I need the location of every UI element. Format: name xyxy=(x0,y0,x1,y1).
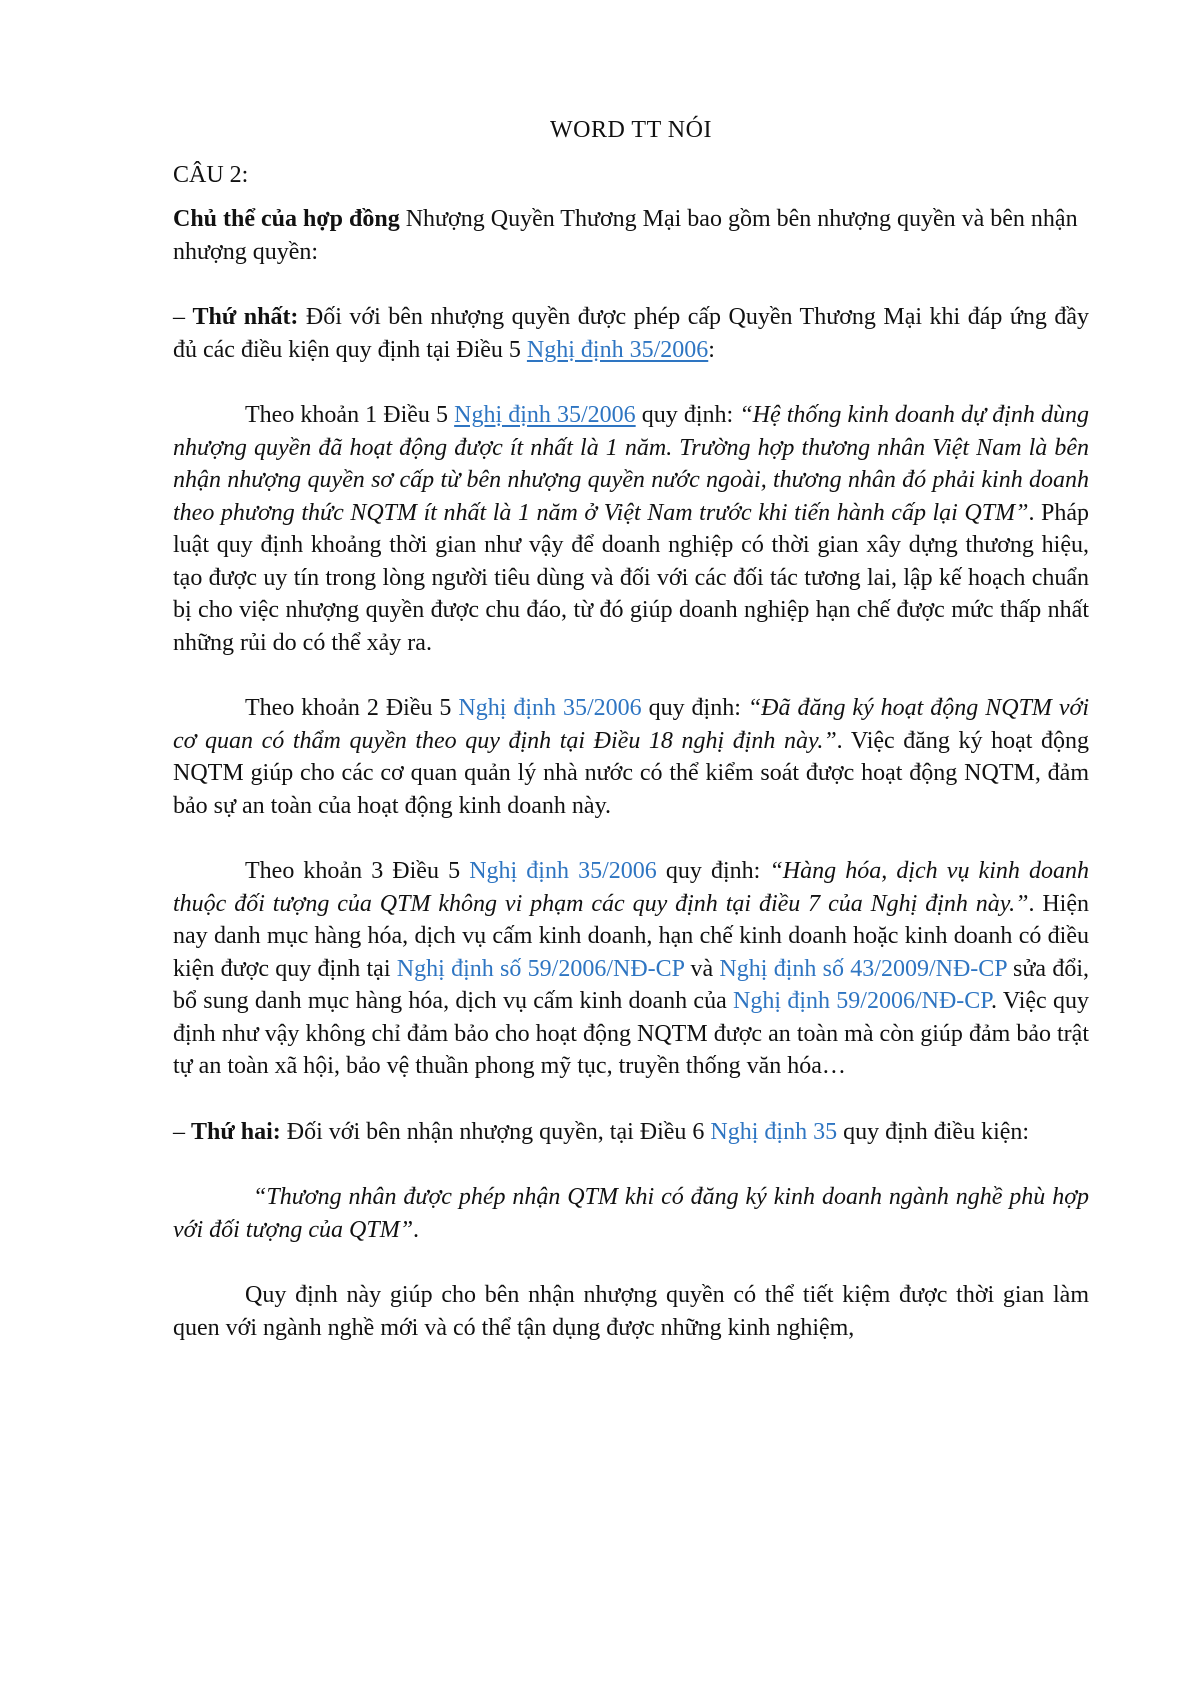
intro-bold-term: Chủ thể của hợp đồng xyxy=(173,206,400,232)
first-dash: – xyxy=(173,304,193,330)
decree-43-link[interactable]: Nghị định số 43/2009/NĐ-CP xyxy=(719,955,1007,982)
question-heading: CÂU 2: xyxy=(173,161,249,188)
document-title: WORD TT NÓI xyxy=(550,117,712,143)
clause-3-mid: quy định: xyxy=(656,858,770,884)
clause-2-mid: quy định: xyxy=(641,695,748,721)
decree-35-short-link[interactable]: Nghị định 35 xyxy=(710,1118,838,1145)
clause-3-post-2: sửa đổi, bổ sung danh mục hàng hóa, dịch vụ cấm kinh doanh của xyxy=(173,955,1090,1014)
second-end: quy định điều kiện: xyxy=(837,1118,1030,1145)
first-condition-paragraph xyxy=(173,301,1089,366)
clause-3-quote: “Hàng hóa, dịch vụ kinh doanh thuộc đối tượng của QTM không vi phạm các quy định tại điều 7 của Nghị định này.” xyxy=(173,858,1089,917)
clause-2-quote: “Đã đăng ký hoạt động NQTM với cơ quan có thẩm quyền theo quy định tại Điều 18 nghị định này.” xyxy=(173,695,1089,754)
clause-2-post: . Việc đăng ký hoạt động NQTM giúp cho các cơ quan quản lý nhà nước có thể kiểm soát được hoạt động NQTM, đảm bảo sự an toàn của hoạt động kinh doanh này. xyxy=(173,727,1089,819)
document-body xyxy=(173,114,1089,1377)
clause-1-post: . Pháp luật quy định khoảng thời gian như vậy để doanh nghiệp có thời gian xây dựng thương hiệu, tạo được uy tín trong lòng người tiêu dùng và đối với các đối tác tương lai, lập kế hoạch chuẩn bị cho việc nhượng quyền được chu đáo, từ đó giúp doanh nghiệp hạn chế được mức thấp nhất những rủi do có thể xảy ra. xyxy=(173,499,1090,656)
clause-3-paragraph xyxy=(173,855,1089,1083)
first-label: Thứ nhất: xyxy=(192,304,299,330)
clause-2-paragraph xyxy=(173,692,1089,822)
decree-35-link[interactable]: Nghị định 35/2006 xyxy=(526,336,709,363)
first-end: : xyxy=(708,336,715,363)
licensee-quote-end: . xyxy=(413,1216,420,1243)
clause-3-decree-link[interactable]: Nghị định 35/2006 xyxy=(469,858,657,884)
clause-3-pre: Theo khoản 3 Điều 5 xyxy=(245,858,470,884)
decree-59-amend-link[interactable]: Nghị định 59/2006/NĐ-CP xyxy=(733,988,991,1014)
clause-1-quote: “Hệ thống kinh doanh dự định dùng nhượng quyền đã hoạt động được ít nhất là 1 năm. Trường hợp thương nhân Việt Nam là bên nhận nhượng quyền sơ cấp từ bên nhượng quyền nước ngoài, thương nhân đó phải kinh doanh theo phương thức NQTM ít nhất là 1 năm ở Việt Nam trước khi tiến hành cấp lại QTM” xyxy=(173,402,1089,526)
clause-1-decree-link[interactable]: Nghị định 35/2006 xyxy=(454,402,636,428)
clause-1-pre: Theo khoản 1 Điều 5 xyxy=(245,402,455,428)
final-paragraph: Quy định này giúp cho bên nhận nhượng quyền có thể tiết kiệm được thời gian làm quen với ngành nghề mới và có thể tận dụng được những kinh nghiệm, xyxy=(173,1282,1089,1341)
first-text: Đối với bên nhượng quyền được phép cấp Quyền Thương Mại khi đáp ứng đầy đủ các điều kiện quy định tại Điều 5 xyxy=(173,304,1090,363)
second-label: Thứ hai: xyxy=(191,1118,281,1145)
licensee-quote-paragraph xyxy=(173,1181,1089,1246)
second-text: Đối với bên nhận nhượng quyền, tại Điều 6 xyxy=(280,1118,711,1145)
clause-1-paragraph xyxy=(173,399,1089,659)
clause-3-post-1: . Hiện nay danh mục hàng hóa, dịch vụ cấm kinh doanh, hạn chế kinh doanh hoặc kinh doanh có điều kiện được quy định tại xyxy=(173,890,1090,982)
second-dash: – xyxy=(173,1118,191,1145)
clause-2-pre: Theo khoản 2 Điều 5 xyxy=(245,695,459,721)
clause-3-and: và xyxy=(684,955,720,982)
second-condition-paragraph xyxy=(173,1116,1089,1149)
licensee-quote: “Thương nhân được phép nhận QTM khi có đăng ký kinh doanh ngành nghề phù hợp với đối tượng của QTM” xyxy=(173,1184,1089,1243)
clause-1-mid: quy định: xyxy=(635,402,740,428)
decree-59-link[interactable]: Nghị định số 59/2006/NĐ-CP xyxy=(396,955,685,982)
clause-3-post-3: . Việc quy định như vậy không chỉ đảm bảo cho hoạt động NQTM được an toàn mà còn giúp đảm bảo trật tự an toàn xã hội, bảo vệ thuần phong mỹ tục, truyền thống văn hóa… xyxy=(173,988,1089,1079)
clause-2-decree-link[interactable]: Nghị định 35/2006 xyxy=(458,695,642,721)
intro-paragraph xyxy=(173,203,1089,268)
intro-text: Nhượng Quyền Thương Mại bao gồm bên nhượng quyền và bên nhận nhượng quyền: xyxy=(173,206,1078,265)
